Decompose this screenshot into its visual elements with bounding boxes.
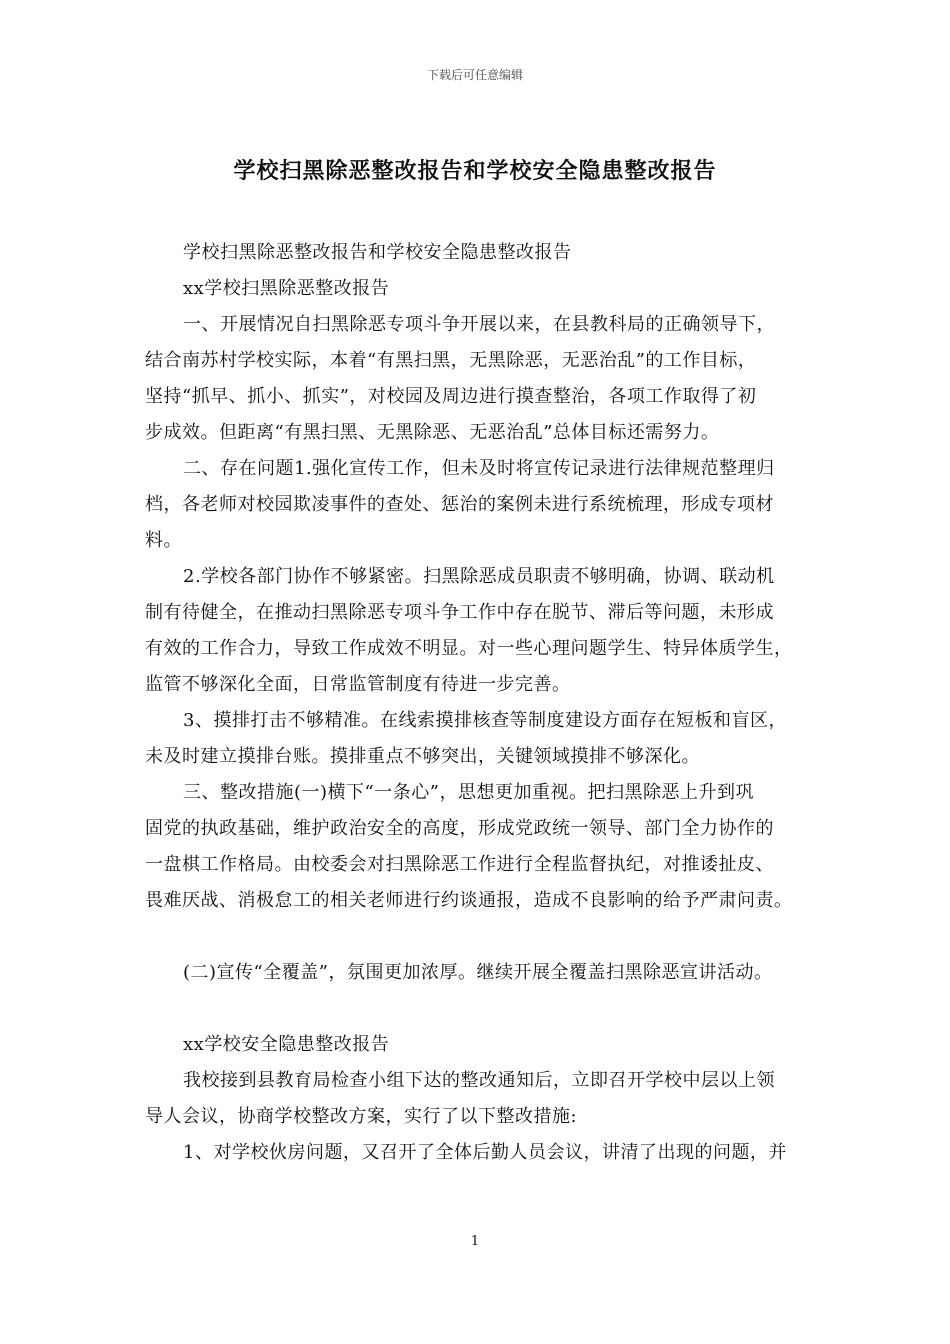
- paragraph-line: 三、整改措施(一)横下“一条心”，思想更加重视。把扫黑除恶上升到巩: [183, 782, 754, 803]
- paragraph-line: 步成效。但距离“有黑扫黑、无黑除恶、无恶治乱”总体目标还需努力。: [145, 422, 720, 443]
- paragraph-line: 1、对学校伙房问题，又召开了全体后勤人员会议，讲清了出现的问题，并: [183, 1142, 787, 1163]
- paragraph-line: 学校扫黑除恶整改报告和学校安全隐患整改报告: [183, 242, 572, 263]
- paragraph-line: 2.学校各部门协作不够紧密。扫黑除恶成员职责不够明确，协调、联动机: [183, 566, 775, 587]
- paragraph-line: 监管不够深化全面，日常监管制度有待进一步完善。: [145, 674, 571, 695]
- paragraph-line: 未及时建立摸排台账。摸排重点不够突出，关键领域摸排不够深化。: [145, 746, 700, 767]
- document-title: 学校扫黑除恶整改报告和学校安全隐患整改报告: [233, 158, 717, 184]
- paragraph-line: 料。: [145, 530, 182, 551]
- paragraph-line: 畏难厌战、消极怠工的相关老师进行约谈通报，造成不良影响的给予严肃问责。: [145, 890, 793, 911]
- paragraph-gap: [145, 919, 817, 955]
- paragraph-line: 制有待健全，在推动扫黑除恶专项斗争工作中存在脱节、滞后等问题，未形成: [145, 602, 774, 623]
- paragraph-line: 档，各老师对校园欺凌事件的查处、惩治的案例未进行系统梳理，形成专项材: [145, 494, 774, 515]
- paragraph-gap: [145, 991, 817, 1027]
- paragraph-line: 结合南苏村学校实际，本着“有黑扫黑，无黑除恶，无恶治乱”的工作目标，: [145, 350, 757, 371]
- section-heading: xx学校安全隐患整改报告: [183, 1034, 390, 1055]
- paragraph-line: (二)宣传“全覆盖”，氛围更加浓厚。继续开展全覆盖扫黑除恶宣讲活动。: [183, 962, 773, 983]
- paragraph-line: 二、存在问题1.强化宣传工作，但未及时将宣传记录进行法律规范整理归: [183, 458, 775, 479]
- page-number: 1: [470, 1234, 480, 1249]
- paragraph-line: 坚持“抓早、抓小、抓实”，对校园及周边进行摸查整治，各项工作取得了初: [145, 386, 757, 407]
- paragraph-line: 导人会议，协商学校整改方案，实行了以下整改措施:: [145, 1106, 578, 1127]
- paragraph-line: 一、开展情况自扫黑除恶专项斗争开展以来，在县教科局的正确领导下，: [183, 314, 775, 335]
- paragraph-line: 有效的工作合力，导致工作成效不明显。对一些心理问题学生、特异体质学生，: [145, 638, 793, 659]
- paragraph-line: 3、摸排打击不够精准。在线索摸排核查等制度建设方面存在短板和盲区，: [183, 710, 787, 731]
- paragraph-line: 固党的执政基础，维护政治安全的高度，形成党政统一领导、部门全力协作的: [145, 818, 774, 839]
- paragraph-line: 一盘棋工作格局。由校委会对扫黑除恶工作进行全程监督执纪，对推诿扯皮、: [145, 854, 774, 875]
- paragraph-line: xx学校扫黑除恶整改报告: [183, 278, 390, 299]
- header-note: 下载后可任意编辑: [426, 68, 523, 82]
- paragraph-line: 我校接到县教育局检查小组下达的整改通知后，立即召开学校中层以上领: [183, 1070, 775, 1091]
- document-body: [145, 235, 817, 1171]
